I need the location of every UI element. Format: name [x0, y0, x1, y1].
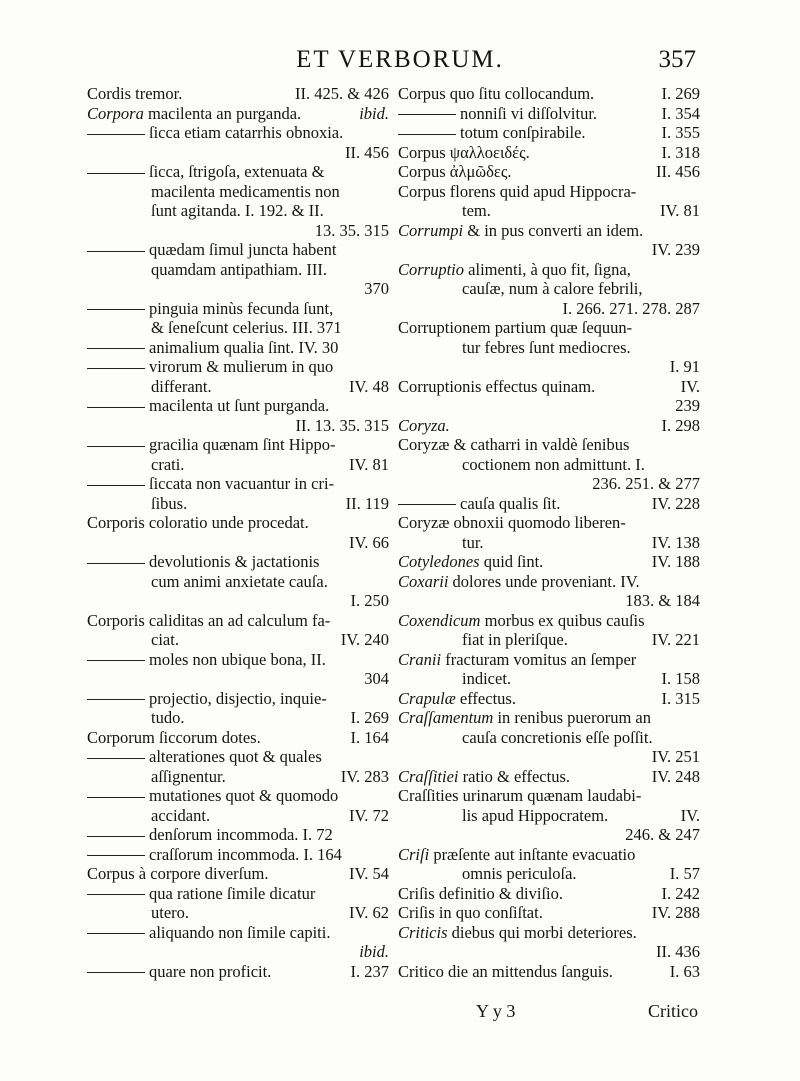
- index-entry-line: [87, 962, 393, 982]
- entry-text: lis apud Hippocratem.: [462, 805, 609, 825]
- entry-headword: Corpus: [87, 864, 135, 883]
- ditto-rule: [87, 368, 145, 369]
- index-entry-line: [398, 864, 704, 884]
- entry-text: ſiccata non vacuantur in cri-: [149, 474, 335, 493]
- entry-reference: I. 269: [661, 84, 700, 103]
- entry-text: partium quæ ſequun-: [494, 318, 633, 337]
- entry-text: coloratio unde procedat.: [148, 513, 309, 532]
- index-entry-line: [87, 786, 393, 806]
- entry-text: definitio & diviſio.: [438, 883, 564, 903]
- index-entry-line: [87, 84, 393, 104]
- entry-reference: IV. 81: [348, 454, 389, 474]
- entry-reference: IV. 188: [651, 552, 700, 571]
- index-entry-line: [87, 416, 393, 436]
- entry-text: macilenta an purganda.: [147, 103, 302, 123]
- entry-text: ciat.: [151, 630, 179, 649]
- entry-text: macilenta medicamentis non: [151, 181, 340, 201]
- index-entry-line: [398, 689, 704, 709]
- entry-text: virorum & mulierum in quo: [149, 357, 334, 376]
- running-header: [0, 44, 800, 80]
- entry-headword: Corpus: [398, 84, 446, 103]
- index-entry-line: [87, 494, 393, 514]
- entry-text: & catharri in valdè ſenibus: [453, 435, 630, 454]
- entry-text: differant.: [151, 376, 212, 396]
- entry-reference: IV. 62: [348, 903, 389, 922]
- entry-text: quamdam antipathiam. III.: [151, 259, 327, 279]
- entry-reference: ibid.: [359, 103, 389, 123]
- entry-reference: 370: [364, 279, 389, 298]
- entry-reference: I. 266. 271. 278. 287: [562, 298, 700, 318]
- entry-text: nonniſi vi diſſolvitur.: [460, 103, 598, 123]
- ditto-rule: [87, 309, 145, 310]
- index-entry-line: [398, 162, 704, 182]
- index-entry-line: [87, 513, 393, 533]
- entry-headword: Corrumpi: [398, 220, 464, 240]
- ditto-rule: [87, 894, 145, 895]
- index-entry-line: [398, 884, 704, 904]
- index-entry-line: [87, 279, 393, 299]
- entry-reference: IV. 239: [651, 240, 700, 259]
- index-entry-line: [398, 786, 704, 806]
- index-entry-line: [87, 201, 393, 221]
- index-entry-line: [398, 357, 704, 377]
- entry-text: effectus.: [459, 688, 516, 708]
- entry-headword: Corruptionem: [398, 318, 491, 337]
- entry-text: qua ratione ſimile dicatur: [149, 883, 316, 903]
- entry-reference: IV. 288: [651, 903, 700, 922]
- entry-text: alimenti, à quo fit, ſigna,: [468, 259, 631, 279]
- index-entry-line: [87, 435, 393, 455]
- index-entry-line: [398, 279, 704, 299]
- index-entry-line: [87, 669, 393, 689]
- entry-text: gracilia quænam ſint Hippo-: [149, 435, 336, 454]
- index-entry-line: [398, 552, 704, 572]
- entry-reference: II. 456: [345, 142, 389, 162]
- index-entry-line: [87, 767, 393, 787]
- index-entry-line: [398, 962, 704, 982]
- index-entry-line: [87, 630, 393, 650]
- index-entry-line: [398, 806, 704, 826]
- entry-text: ψαλλοειδές.: [449, 142, 530, 162]
- entry-reference: II. 119: [345, 493, 389, 513]
- index-entry-line: [398, 923, 704, 943]
- index-entry-line: [398, 299, 704, 319]
- index-entry-line: [87, 747, 393, 767]
- entry-headword: Coryzæ: [398, 435, 450, 454]
- entry-text: pinguia minùs fecunda ſunt,: [149, 298, 334, 318]
- entry-text: alterationes quot & quales: [149, 747, 322, 766]
- index-entry-line: [398, 747, 704, 767]
- entry-headword: Corpora: [87, 103, 144, 123]
- entry-reference: I. 91: [669, 357, 700, 376]
- entry-text: quare non proficit.: [149, 961, 272, 981]
- index-entry-line: [87, 357, 393, 377]
- entry-headword: Craſſamentum: [398, 708, 494, 727]
- entry-reference: IV. 221: [651, 630, 700, 649]
- index-entry-line: [398, 611, 704, 631]
- index-entry-line: [398, 474, 704, 494]
- index-entry-line: [87, 611, 393, 631]
- index-entry-line: [398, 143, 704, 163]
- entry-headword: Coxarii: [398, 571, 449, 591]
- entry-reference: IV. 248: [651, 766, 700, 786]
- entry-reference: I. 164: [350, 727, 389, 747]
- index-entry-line: [87, 260, 393, 280]
- entry-reference: I. 355: [661, 123, 700, 142]
- entry-headword: Corporis: [87, 610, 145, 630]
- index-entry-line: [87, 455, 393, 475]
- entry-reference: I. 269: [350, 708, 389, 727]
- entry-text: quædam ſimul juncta habent: [149, 240, 337, 259]
- entry-text: tudo.: [151, 708, 185, 727]
- entry-headword: Corruptio: [398, 259, 465, 279]
- entry-text: ſicca, ſtrigoſa, extenuata &: [149, 162, 325, 181]
- entry-reference: 239: [675, 396, 700, 415]
- entry-headword: Cordis: [87, 84, 132, 103]
- ditto-rule: [87, 933, 145, 934]
- index-entry-line: [87, 864, 393, 884]
- entry-reference: IV. 72: [348, 805, 389, 825]
- index-entry-line: [87, 923, 393, 943]
- index-entry-line: [87, 650, 393, 670]
- entry-text: & in pus converti an idem.: [467, 220, 644, 240]
- entry-text: ſibus.: [151, 493, 188, 513]
- entry-reference: II. 13. 35. 315: [295, 415, 389, 435]
- index-entry-line: [87, 552, 393, 572]
- index-entry-line: [398, 201, 704, 221]
- entry-reference: I. 250: [350, 591, 389, 610]
- entry-headword: Corpus: [398, 142, 446, 162]
- entry-reference: IV. 66: [348, 532, 389, 552]
- entry-reference: 246. & 247: [625, 825, 700, 844]
- entry-reference: IV. 48: [348, 376, 389, 396]
- index-entry-line: [398, 377, 704, 397]
- entry-text: tremor.: [135, 84, 183, 103]
- entry-headword: Craſſitiei: [398, 766, 459, 786]
- ditto-rule: [87, 485, 145, 486]
- index-entry-line: [398, 669, 704, 689]
- entry-reference: II. 425. & 426: [295, 84, 389, 103]
- ditto-rule: [398, 114, 456, 115]
- entry-text: moles non ubique bona, II.: [149, 649, 326, 669]
- index-entry-line: [87, 221, 393, 241]
- entry-text: à corpore diverſum.: [138, 864, 269, 883]
- index-entry-line: [87, 182, 393, 202]
- index-entry-line: [398, 182, 704, 202]
- entry-text: cauſa qualis ſit.: [460, 493, 561, 513]
- entry-text: quo ſitu collocandum.: [449, 84, 595, 103]
- entry-text: fracturam vomitus an ſemper: [445, 649, 637, 669]
- entry-headword: Coryzæ: [398, 513, 450, 532]
- index-entry-line: [87, 162, 393, 182]
- entry-text: in quo conſiſtat.: [438, 903, 543, 922]
- index-entry-line: [398, 591, 704, 611]
- entry-headword: Corporis: [87, 513, 145, 532]
- entry-text: tur.: [462, 532, 484, 552]
- entry-reference: II. 436: [656, 942, 700, 961]
- entry-reference: 13. 35. 315: [314, 220, 389, 240]
- entry-reference: I. 237: [350, 961, 389, 981]
- index-entry-line: [398, 416, 704, 436]
- entry-text: ἀλμῶδες.: [449, 162, 512, 181]
- entry-headword: Corpus: [398, 162, 446, 181]
- entry-headword: Coxendicum: [398, 610, 481, 630]
- entry-text: ratio & effectus.: [462, 766, 571, 786]
- index-entry-line: [398, 104, 704, 124]
- index-entry-line: [398, 845, 704, 865]
- entry-headword: Criſis: [398, 903, 435, 922]
- ditto-rule: [87, 972, 145, 973]
- entry-text: utero.: [151, 903, 190, 922]
- index-entry-line: [87, 143, 393, 163]
- index-entry-line: [398, 221, 704, 241]
- index-entry-line: [398, 903, 704, 923]
- index-entry-line: [398, 455, 704, 475]
- entry-text: indicet.: [462, 669, 512, 688]
- index-entry-line: [87, 884, 393, 904]
- entry-reference: 183. & 184: [625, 591, 700, 610]
- entry-reference: I. 318: [661, 142, 700, 162]
- index-entry-line: [398, 533, 704, 553]
- entry-text: macilenta ut ſunt purganda.: [149, 396, 330, 415]
- entry-reference: ibid.: [359, 942, 389, 961]
- index-entry-line: [87, 903, 393, 923]
- index-entry-line: [87, 591, 393, 611]
- index-entry-line: [398, 572, 704, 592]
- index-entry-line: [398, 318, 704, 338]
- entry-text: tur febres ſunt mediocres.: [462, 337, 631, 357]
- entry-headword: Corpus: [398, 181, 446, 201]
- index-entry-line: [87, 318, 393, 338]
- entry-text: accidant.: [151, 805, 211, 825]
- index-entry-line: [398, 708, 704, 728]
- index-entry-line: [87, 123, 393, 143]
- index-entry-line: [87, 240, 393, 260]
- index-entry-line: [87, 299, 393, 319]
- entry-headword: Criſi: [398, 844, 430, 864]
- entry-text: ſunt agitanda. I. 192. & II.: [151, 201, 324, 220]
- entry-headword: Critico: [398, 961, 444, 981]
- entry-text: ſicca etiam catarrhis obnoxia.: [149, 123, 344, 142]
- entry-text: projectio, disjectio, inquie-: [149, 688, 327, 708]
- entry-headword: Corruptionis: [398, 376, 482, 396]
- entry-text: animalium qualia ſint. IV. 30: [149, 337, 339, 357]
- entry-text: florens quid apud Hippocra-: [449, 181, 637, 201]
- index-entry-line: [87, 533, 393, 553]
- signature-mark: Y y 3: [476, 1001, 516, 1021]
- page-title: ET VERBORUM.: [296, 46, 504, 73]
- entry-text: quid ſint.: [483, 552, 544, 571]
- index-entry-line: [398, 396, 704, 416]
- index-column-left: [87, 84, 393, 981]
- entry-reference: IV.: [680, 805, 700, 825]
- index-entry-line: [398, 650, 704, 670]
- entry-headword: Cotyledones: [398, 552, 480, 571]
- ditto-rule: [87, 563, 145, 564]
- entry-text: craſſorum incommoda. I. 164: [149, 844, 342, 864]
- entry-reference: IV. 138: [651, 532, 700, 552]
- index-entry-line: [398, 767, 704, 787]
- entry-text: aliquando non ſimile capiti.: [149, 922, 331, 942]
- entry-text: aſſignentur.: [151, 766, 226, 786]
- index-entry-line: [398, 435, 704, 455]
- index-entry-line: [87, 942, 393, 962]
- entry-text: ſiccorum dotes.: [158, 727, 261, 747]
- entry-reference: I. 242: [661, 883, 700, 903]
- entry-text: urinarum quænam laudabi-: [462, 786, 642, 805]
- index-entry-line: [87, 806, 393, 826]
- entry-text: coctionem non admittunt. I.: [462, 454, 645, 474]
- entry-text: crati.: [151, 454, 185, 474]
- index-entry-line: [398, 338, 704, 358]
- entry-text: caliditas an ad calculum fa-: [148, 610, 331, 630]
- entry-reference: 236. 251. & 277: [592, 474, 700, 493]
- entry-text: dolores unde proveniant. IV.: [452, 571, 640, 591]
- ditto-rule: [87, 134, 145, 135]
- entry-text: morbus ex quibus cauſis: [484, 610, 645, 630]
- entry-text: diebus qui morbi deteriores.: [451, 922, 637, 942]
- entry-reference: I. 158: [661, 669, 700, 688]
- entry-reference: IV. 228: [651, 493, 700, 513]
- entry-text: denſorum incommoda. I. 72: [149, 825, 333, 844]
- entry-reference: I. 57: [669, 864, 700, 883]
- entry-reference: 304: [364, 669, 389, 688]
- entry-reference: IV. 81: [659, 201, 700, 220]
- index-entry-line: [87, 396, 393, 416]
- ditto-rule: [87, 446, 145, 447]
- index-entry-line: [398, 240, 704, 260]
- ditto-rule: [87, 797, 145, 798]
- page-number: 357: [658, 46, 696, 73]
- entry-text: omnis periculoſa.: [462, 864, 577, 883]
- index-entry-line: [87, 572, 393, 592]
- ditto-rule: [398, 504, 456, 505]
- entry-headword: Craſſities: [398, 786, 459, 805]
- entry-text: cauſæ, num à calore febrili,: [462, 279, 643, 298]
- index-entry-line: [398, 513, 704, 533]
- entry-text: cauſa concretionis eſſe poſſit.: [462, 727, 653, 747]
- index-entry-line: [87, 338, 393, 358]
- index-entry-line: [87, 845, 393, 865]
- page-footer: [0, 1001, 800, 1025]
- index-entry-line: [398, 728, 704, 748]
- entry-text: & ſeneſcunt celerius. III. 371: [151, 318, 342, 337]
- entry-text: die an mittendus ſanguis.: [447, 961, 613, 981]
- ditto-rule: [87, 348, 145, 349]
- index-entry-line: [87, 825, 393, 845]
- ditto-rule: [398, 134, 456, 135]
- index-entry-line: [398, 123, 704, 143]
- entry-text: totum conſpirabile.: [460, 123, 586, 142]
- entry-text: in renibus puerorum an: [497, 708, 651, 727]
- entry-headword: Criſis: [398, 883, 435, 903]
- index-column-right: [398, 84, 704, 981]
- entry-reference: I. 63: [669, 961, 700, 981]
- ditto-rule: [87, 660, 145, 661]
- index-entry-line: [398, 825, 704, 845]
- index-entry-line: [398, 630, 704, 650]
- ditto-rule: [87, 758, 145, 759]
- entry-reference: IV. 240: [340, 630, 389, 649]
- ditto-rule: [87, 407, 145, 408]
- entry-text: devolutionis & jactationis: [149, 552, 320, 571]
- ditto-rule: [87, 836, 145, 837]
- entry-text: præſente aut inſtante evacuatio: [433, 844, 636, 864]
- entry-headword: Cranii: [398, 649, 442, 669]
- entry-reference: IV. 54: [348, 864, 389, 883]
- index-entry-line: [398, 260, 704, 280]
- entry-text: fiat in pleriſque.: [462, 630, 568, 649]
- index-entry-line: [87, 689, 393, 709]
- entry-text: obnoxii quomodo liberen-: [453, 513, 626, 532]
- entry-headword: Crapulæ: [398, 688, 456, 708]
- index-entry-line: [398, 942, 704, 962]
- index-entry-line: [87, 728, 393, 748]
- ditto-rule: [87, 699, 145, 700]
- entry-text: mutationes quot & quomodo: [149, 786, 339, 805]
- entry-reference: II. 456: [656, 162, 700, 181]
- ditto-rule: [87, 251, 145, 252]
- entry-reference: I. 315: [661, 688, 700, 708]
- entry-headword: Corporum: [87, 727, 155, 747]
- index-entry-line: [87, 708, 393, 728]
- entry-reference: IV. 251: [651, 747, 700, 766]
- index-entry-line: [87, 474, 393, 494]
- entry-headword: Criticis: [398, 922, 448, 942]
- index-entry-line: [398, 494, 704, 514]
- entry-reference: I. 298: [661, 415, 700, 435]
- catchword: Critico: [648, 1001, 698, 1021]
- entry-text: cum animi anxietate cauſa.: [151, 571, 328, 591]
- ditto-rule: [87, 173, 145, 174]
- index-entry-line: [398, 84, 704, 104]
- index-entry-line: [87, 104, 393, 124]
- entry-text: effectus quinam.: [485, 376, 596, 396]
- index-entry-line: [87, 377, 393, 397]
- entry-reference: IV.: [680, 376, 700, 396]
- entry-headword: Coryza.: [398, 415, 450, 435]
- entry-reference: IV. 283: [340, 766, 389, 786]
- entry-text: tem.: [462, 201, 491, 220]
- entry-reference: I. 354: [661, 103, 700, 123]
- ditto-rule: [87, 855, 145, 856]
